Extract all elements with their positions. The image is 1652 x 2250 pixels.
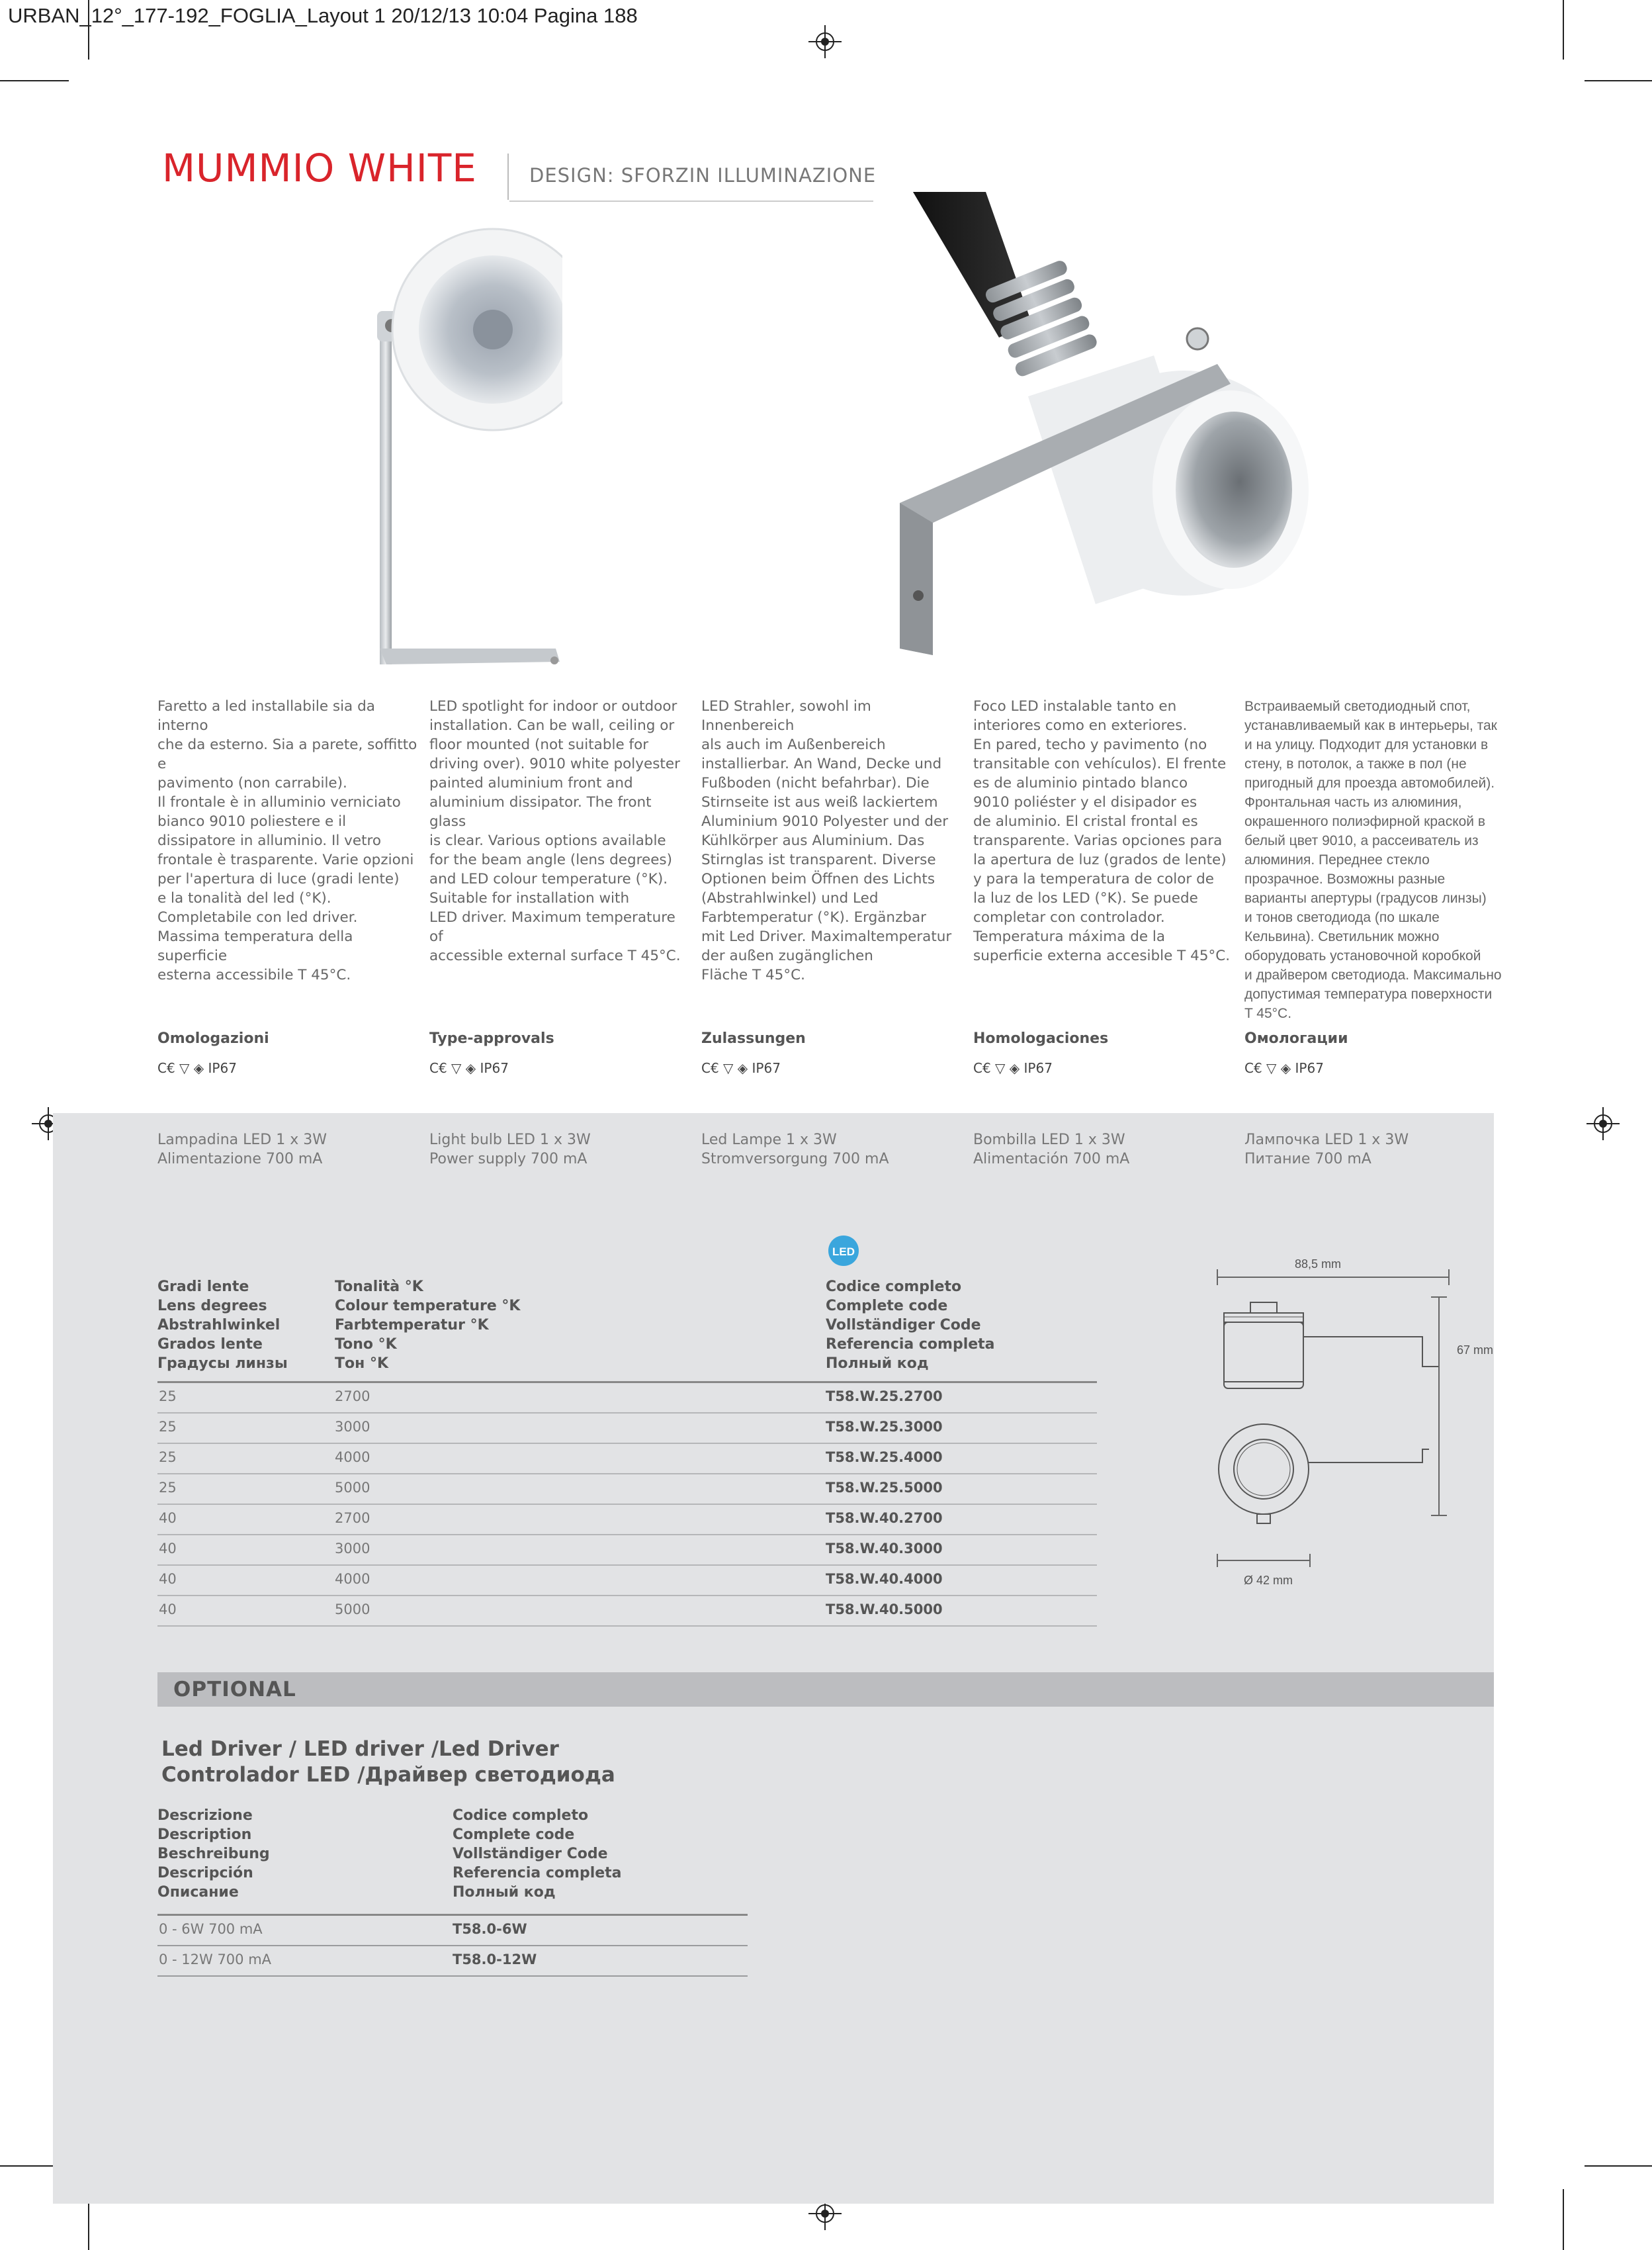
- certification-marks: C€ ▽ ◈ IP67: [1244, 1060, 1324, 1076]
- technical-drawing: [1204, 1251, 1482, 1582]
- dimension-height: 67 mm: [1457, 1343, 1494, 1357]
- table-row: 25 2700 T58.W.25.2700: [157, 1383, 1097, 1414]
- power-spec-en: Light bulb LED 1 x 3W Power supply 700 mA: [429, 1132, 591, 1167]
- optional-label: OPTIONAL: [173, 1678, 296, 1701]
- driver-row: 0 - 12W 700 mA T58.0-12W: [157, 1946, 748, 1977]
- product-photo-angled: [873, 192, 1396, 682]
- crop-mark: [0, 80, 69, 81]
- description-ru: Встраиваемый светодиодный спот, устанавливаемый как в интерьеры, так и на улицу. Подходит для установки в стену, в потолок, а также в пол (не пригодный для проезда автомобилей). Фронтальная часть из алюминия, окрашенного полиэфирной краской в белый цвет 9010, а рассеиватель из алюминия. Переднее стекло прозрачное. Возможны разные варианты апертуры (градусов линзы) и тонов светодиода (по шкале Кельвина). Светильник можно оборудовать установочной коробкой и драйвером светодиода. Максимально допустимая температура поверхности T 45°C.: [1244, 699, 1502, 1021]
- certification-marks: C€ ▽ ◈ IP67: [973, 1060, 1053, 1076]
- certification-marks: C€ ▽ ◈ IP67: [701, 1060, 781, 1076]
- table-header-lens: Gradi lente Lens degrees Abstrahlwinkel Grados lente Градусы линзы: [157, 1279, 288, 1372]
- approvals-heading-de: Zulassungen: [701, 1030, 806, 1047]
- driver-row: 0 - 6W 700 mA T58.0-6W: [157, 1916, 748, 1946]
- led-badge-label: LED: [832, 1245, 855, 1258]
- dimension-width: 88,5 mm: [1295, 1257, 1342, 1271]
- title-rule: [509, 201, 873, 202]
- approvals-heading-ru: Омологации: [1244, 1030, 1348, 1047]
- registration-mark-icon: [808, 25, 842, 58]
- ce-mark-icon: C€ ▽ ◈: [973, 1060, 1024, 1076]
- registration-mark-icon: [1587, 1107, 1620, 1140]
- table-row: 25 4000 T58.W.25.4000: [157, 1444, 1097, 1474]
- table-row: 40 5000 T58.W.40.5000: [157, 1596, 1097, 1627]
- ce-mark-icon: C€ ▽ ◈: [1244, 1060, 1295, 1076]
- designer-credit: DESIGN: SFORZIN ILLUMINAZIONE: [529, 164, 877, 187]
- approvals-heading-it: Omologazioni: [157, 1030, 269, 1047]
- approvals-heading-en: Type-approvals: [429, 1030, 554, 1047]
- ce-mark-icon: C€ ▽ ◈: [157, 1060, 208, 1076]
- description-it: Faretto a led installabile sia da interno che da esterno. Sia a parete, soffitto e pavimento (non carrabile). Il frontale è in alluminio verniciato bianco 9010 poliestere e il dissipatore in alluminio. Il vetro frontale è trasparente. Varie opzioni per l'apertura di luce (gradi lente) e la tonalità del led (°K). Completabile con led driver. Massima temperatura della superficie esterna accessibile T 45°C.: [157, 698, 417, 983]
- product-title: MUMMIO WHITE: [162, 146, 477, 191]
- driver-title: Led Driver / LED driver /Led Driver Controlador LED /Драйвер светодиода: [161, 1737, 615, 1787]
- dimension-diameter: Ø 42 mm: [1244, 1574, 1293, 1587]
- power-spec-ru: Лампочка LED 1 x 3W Питание 700 mA: [1244, 1132, 1409, 1167]
- ce-mark-icon: C€ ▽ ◈: [701, 1060, 752, 1076]
- crop-mark: [1585, 2165, 1652, 2167]
- driver-header-description: Descrizione Description Beschreibung Descripción Описание: [157, 1807, 270, 1901]
- power-spec-it: Lampadina LED 1 x 3W Alimentazione 700 mA: [157, 1132, 327, 1167]
- power-spec-es: Bombilla LED 1 x 3W Alimentación 700 mA: [973, 1132, 1130, 1167]
- led-badge-icon: [827, 1234, 860, 1267]
- approvals-heading-es: Homologaciones: [973, 1030, 1109, 1047]
- description-de: LED Strahler, sowohl im Innenbereich als auch im Außenbereich installierbar. An Wand, Decke und Fußboden (nicht befahrbar). Die Stirnseite ist aus weiß lackiertem Aluminium 9010 Polyester und der Kühlkörper aus Aluminium. Das Stirnglas ist transparent. Diverse Optionen beim Öffnen des Lichts (Abstrahlwinkel) und Led Farbtemperatur (°K). Ergänzbar mit Led Driver. Maximaltemperatur der außen zugänglichen Fläche T 45°C.: [701, 698, 952, 983]
- crop-mark: [1563, 0, 1564, 60]
- table-row: 25 5000 T58.W.25.5000: [157, 1474, 1097, 1505]
- crop-mark: [1585, 80, 1652, 81]
- table-row: 40 2700 T58.W.40.2700: [157, 1505, 1097, 1535]
- product-photo-front: [344, 225, 562, 675]
- description-es: Foco LED instalable tanto en interiores como en exteriores. En pared, techo y pavimento (no transitable con vehículos). El frente es de aluminio pintado blanco 9010 poliéster y el disipador es de aluminio. El cristal frontal es transparente. Varias opciones para la apertura de luz (grados de lente) y para la temperatura de color de la luz de los LED (°K). Se puede completar con controlador. Temperatura máxima de la superficie externa accesible T 45°C.: [973, 698, 1231, 964]
- table-row: 40 4000 T58.W.40.4000: [157, 1566, 1097, 1596]
- table-row: 25 3000 T58.W.25.3000: [157, 1414, 1097, 1444]
- print-slug: URBAN_12°_177-192_FOGLIA_Layout 1 20/12/13 10:04 Pagina 188: [8, 4, 638, 27]
- certification-marks: C€ ▽ ◈ IP67: [157, 1060, 237, 1076]
- table-header-code: Codice completo Complete code Vollständiger Code Referencia completa Полный код: [826, 1279, 995, 1372]
- description-en: LED spotlight for indoor or outdoor installation. Can be wall, ceiling or floor mounted (not suitable for driving over). 9010 white polyester painted aluminium front and aluminium dissipator. The front glass is clear. Various options available for the beam angle (lens degrees) and LED colour temperature (°K). Suitable for installation with LED driver. Maximum temperature of accessible external surface T 45°C.: [429, 698, 681, 964]
- driver-header-code: Codice completo Complete code Vollständiger Code Referencia completa Полный код: [453, 1807, 622, 1901]
- ce-mark-icon: C€ ▽ ◈: [429, 1060, 480, 1076]
- crop-mark: [1563, 2189, 1564, 2250]
- table-row: 40 3000 T58.W.40.3000: [157, 1535, 1097, 1566]
- power-spec-de: Led Lampe 1 x 3W Stromversorgung 700 mA: [701, 1132, 889, 1167]
- certification-marks: C€ ▽ ◈ IP67: [429, 1060, 509, 1076]
- title-divider: [507, 154, 509, 200]
- optional-bar: [157, 1672, 1494, 1707]
- table-header-temperature: Tonalità °K Colour temperature °K Farbtemperatur °K Tono °K Тон °K: [335, 1279, 521, 1372]
